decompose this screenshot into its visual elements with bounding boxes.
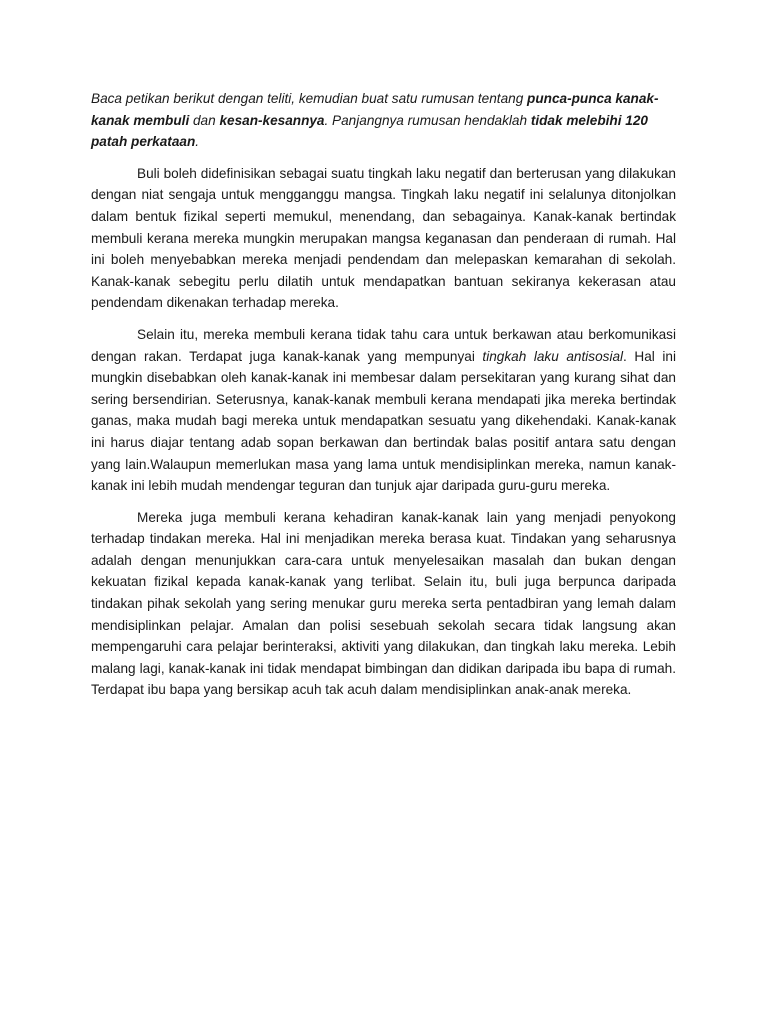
paragraph-2-italic-term: tingkah laku antisosial: [482, 348, 624, 364]
paragraph-3: Mereka juga membuli kerana kehadiran kanak-kanak lain yang menjadi penyokong terhadap tindakan mereka. Hal ini menjadikan mereka berasa kuat. Tindakan yang seharusnya adalah dengan menunjukkan cara-cara untuk menyelesaikan masalah dan bukan dengan kekuatan fizikal kepada kanak-kanak yang terlibat. Selain itu, buli juga berpunca daripada tindakan pihak sekolah yang sering menukar guru mereka serta pentadbiran yang lemah dalam mendisiplinkan pelajar. Amalan dan polisi sesebuah sekolah secara tidak langsung akan mempengaruhi cara pelajar berinteraksi, aktiviti yang dilakukan, dan tingkah laku mereka. Lebih malang lagi, kanak-kanak ini tidak mendapat bimbingan dan didikan daripada ibu bapa di rumah. Terdapat ibu bapa yang bersikap acuh tak acuh dalam mendisiplinkan anak-anak mereka.: [91, 509, 676, 698]
instruction-part-4: .: [195, 134, 200, 150]
instruction-bold-topic-2: kesan-kesannya: [219, 112, 325, 128]
paragraph-2-text-before: Selain itu, mereka membuli kerana tidak tahu cara untuk berkawan atau berkomunikasi dengan rakan. Terdapat juga kanak-kanak yang mempunyai: [91, 326, 676, 364]
instruction-bold-topic-1: punca-punca kanak-kanak membuli: [91, 91, 659, 128]
paragraph-1: Buli boleh didefinisikan sebagai suatu tingkah laku negatif dan berterusan yang dilakukan dengan niat sengaja untuk mengganggu mangsa. Tingkah laku negatif ini selalunya ditonjolkan dalam bentuk fizikal seperti memukul, menendang, dan sebagainya. Kanak-kanak bertindak membuli kerana mereka mungkin merupakan mangsa keganasan dan penderaan di rumah. Hal ini boleh menyebabkan mereka menjadi pendendam dan melepaskan kemarahan di sekolah. Kanak-kanak sebegitu perlu dilatih untuk mendapatkan bantuan sekiranya kekerasan atau pendendam dikenakan terhadap mereka.: [91, 165, 676, 311]
paragraph-2: [91, 324, 676, 497]
instruction-part-2: dan: [189, 112, 220, 128]
document-page: [91, 88, 676, 711]
instruction-text: [91, 88, 676, 153]
instruction-part-3: . Panjangnya rumusan hendaklah: [324, 112, 531, 128]
paragraph-2-text-after: . Hal ini mungkin disebabkan oleh kanak-kanak ini membesar dalam persekitaran yang kurang sihat dan sering bersendirian. Seterusnya, kanak-kanak membuli kerana mendapati jika mereka bertindak ganas, maka mudah bagi mereka untuk mendapatkan sesuatu yang dikehendaki. Kanak-kanak ini harus diajar tentang adab sopan berkawan dan bertindak balas positif antara satu dengan yang lain.Walaupun memerlukan masa yang lama untuk mendisiplinkan mereka, namun kanak-kanak ini lebih mudah mendengar teguran dan tunjuk ajar daripada guru-guru mereka.: [91, 348, 676, 494]
instruction-bold-word-limit: tidak melebihi 120 patah perkataan: [91, 112, 648, 150]
instruction-part-1: Baca petikan berikut dengan teliti, kemudian buat satu rumusan tentang: [91, 91, 528, 106]
